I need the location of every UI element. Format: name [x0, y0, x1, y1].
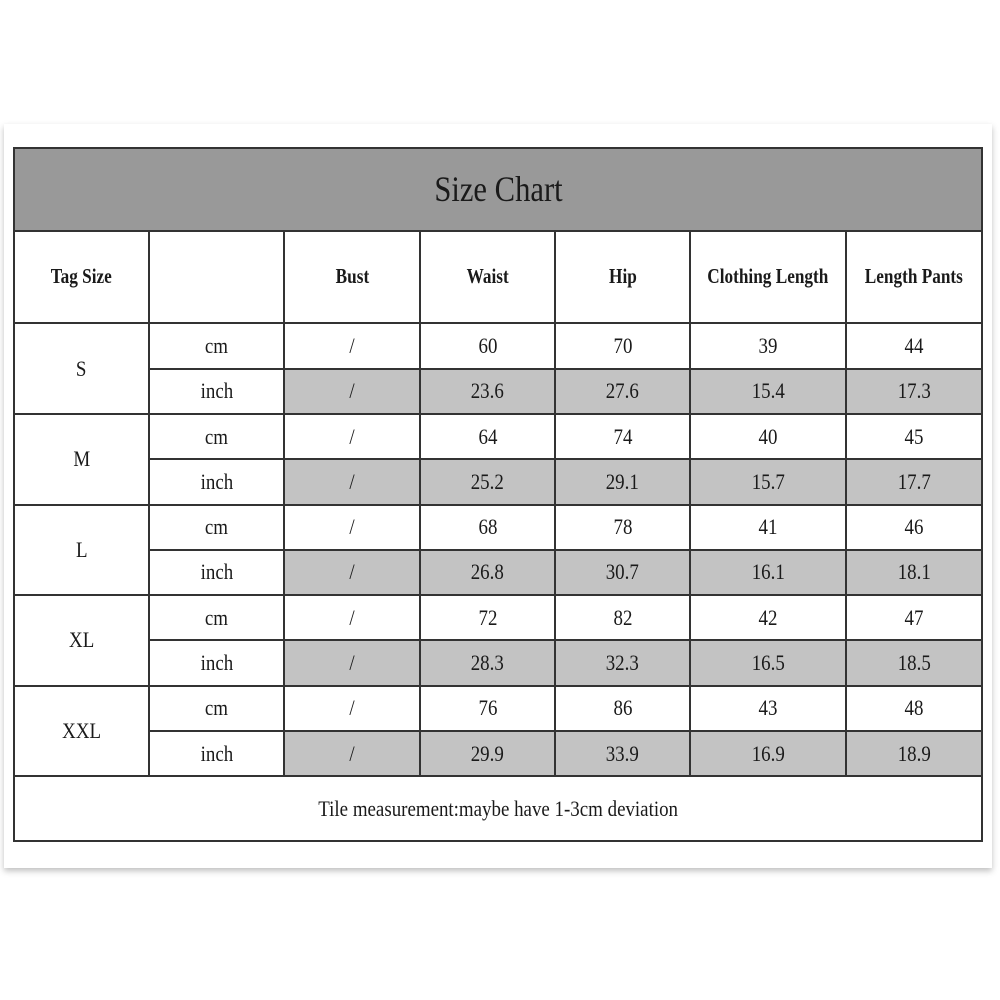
- measurement-cell: [555, 686, 690, 731]
- column-header-text: Bust: [335, 264, 369, 289]
- measurement-cell: [284, 459, 420, 504]
- measurement-cell: [420, 323, 555, 368]
- table-row-xl-cm: [14, 595, 982, 640]
- column-header: [690, 231, 846, 324]
- measurement-cell: [284, 369, 420, 414]
- measurement-cell: [690, 505, 846, 550]
- measurement-cell: [846, 459, 982, 504]
- measurement-cell: [846, 323, 982, 368]
- measurement-cell-text: 72: [478, 604, 497, 630]
- footer-note-text: Tile measurement:maybe have 1-3cm deviation: [318, 795, 678, 821]
- tag-size-cell-text: XL: [68, 627, 95, 653]
- measurement-cell-text: 29.9: [470, 740, 505, 766]
- measurement-cell: [420, 414, 555, 459]
- column-header-text: Tag Size: [50, 264, 113, 289]
- unit-cell-text: cm: [204, 514, 229, 540]
- measurement-cell-text: 74: [613, 423, 632, 449]
- title-row: [14, 148, 982, 231]
- measurement-cell-text: /: [349, 514, 355, 540]
- unit-cell-text: cm: [204, 332, 229, 358]
- unit-cell-text: inch: [200, 559, 233, 585]
- measurement-cell-text: 76: [478, 695, 497, 721]
- column-header: [149, 231, 284, 324]
- unit-cell: [149, 550, 284, 595]
- tag-size-cell-text: S: [76, 355, 87, 381]
- measurement-cell: [690, 459, 846, 504]
- table-row-m-inch: [14, 459, 982, 504]
- measurement-cell: [555, 369, 690, 414]
- column-header: [555, 231, 690, 324]
- unit-cell-text: inch: [200, 378, 233, 404]
- table-row-xxl-inch: [14, 731, 982, 776]
- measurement-cell-text: 47: [904, 604, 924, 630]
- column-header: [284, 231, 420, 324]
- measurement-cell-text: 15.4: [751, 378, 785, 404]
- measurement-cell-text: 60: [478, 332, 497, 358]
- measurement-cell: [555, 323, 690, 368]
- unit-cell: [149, 731, 284, 776]
- tag-size-cell-text: XXL: [62, 718, 101, 744]
- column-header: [14, 231, 149, 324]
- unit-cell-text: inch: [200, 650, 233, 676]
- measurement-cell-text: /: [349, 378, 355, 404]
- measurement-cell: [690, 731, 846, 776]
- measurement-cell-text: /: [349, 468, 355, 494]
- table-title-text: Size Chart: [433, 169, 563, 210]
- measurement-cell: [284, 505, 420, 550]
- measurement-cell: [420, 550, 555, 595]
- measurement-cell-text: 43: [758, 695, 778, 721]
- measurement-cell: [420, 686, 555, 731]
- measurement-cell: [420, 640, 555, 685]
- measurement-cell-text: 39: [758, 332, 778, 358]
- measurement-cell: [690, 369, 846, 414]
- measurement-cell-text: /: [349, 559, 355, 585]
- measurement-cell: [846, 414, 982, 459]
- table-row-l-cm: [14, 505, 982, 550]
- measurement-cell-text: 26.8: [470, 559, 505, 585]
- measurement-cell: [284, 414, 420, 459]
- tag-size-cell: [14, 414, 149, 505]
- column-header-text: Waist: [466, 264, 509, 289]
- measurement-cell: [420, 369, 555, 414]
- unit-cell-text: inch: [200, 740, 233, 766]
- unit-cell: [149, 640, 284, 685]
- measurement-cell: [555, 459, 690, 504]
- measurement-cell-text: 16.1: [751, 559, 785, 585]
- measurement-cell-text: 41: [758, 514, 778, 540]
- table-row-s-inch: [14, 369, 982, 414]
- measurement-cell-text: 86: [613, 695, 632, 721]
- measurement-cell-text: 15.7: [751, 468, 785, 494]
- table-row-m-cm: [14, 414, 982, 459]
- measurement-cell-text: 40: [758, 423, 778, 449]
- measurement-cell-text: 30.7: [605, 559, 640, 585]
- measurement-cell-text: 18.1: [897, 559, 931, 585]
- measurement-cell: [420, 731, 555, 776]
- table-row-l-inch: [14, 550, 982, 595]
- measurement-cell: [420, 459, 555, 504]
- measurement-cell-text: 82: [613, 604, 632, 630]
- measurement-cell-text: 46: [904, 514, 924, 540]
- table-row-xxl-cm: [14, 686, 982, 731]
- measurement-cell: [284, 731, 420, 776]
- measurement-cell: [420, 595, 555, 640]
- measurement-cell: [846, 550, 982, 595]
- table-title: [14, 148, 982, 231]
- measurement-cell: [284, 323, 420, 368]
- footer-note: [14, 776, 982, 841]
- measurement-cell-text: 18.5: [897, 650, 931, 676]
- measurement-cell: [846, 731, 982, 776]
- tag-size-cell: [14, 686, 149, 777]
- measurement-cell: [284, 686, 420, 731]
- unit-cell-text: cm: [204, 604, 229, 630]
- measurement-cell: [284, 550, 420, 595]
- measurement-cell-text: 17.7: [897, 468, 931, 494]
- measurement-cell-text: 32.3: [605, 650, 640, 676]
- footer-row: [14, 776, 982, 841]
- tag-size-cell: [14, 505, 149, 596]
- measurement-cell-text: /: [349, 332, 355, 358]
- measurement-cell: [846, 686, 982, 731]
- unit-cell: [149, 595, 284, 640]
- measurement-cell-text: 29.1: [605, 468, 640, 494]
- measurement-cell-text: 16.5: [751, 650, 785, 676]
- measurement-cell: [690, 595, 846, 640]
- measurement-cell-text: 45: [904, 423, 924, 449]
- measurement-cell-text: 70: [613, 332, 632, 358]
- header-row: [14, 231, 982, 324]
- unit-cell: [149, 459, 284, 504]
- measurement-cell-text: 44: [904, 332, 924, 358]
- measurement-cell: [846, 369, 982, 414]
- measurement-cell-text: 68: [478, 514, 497, 540]
- measurement-cell-text: /: [349, 740, 355, 766]
- measurement-cell-text: /: [349, 423, 355, 449]
- measurement-cell: [846, 595, 982, 640]
- measurement-cell-text: 42: [758, 604, 778, 630]
- tag-size-cell: [14, 323, 149, 414]
- measurement-cell-text: 64: [478, 423, 497, 449]
- unit-cell: [149, 686, 284, 731]
- measurement-cell: [420, 505, 555, 550]
- measurement-cell: [555, 414, 690, 459]
- measurement-cell-text: 17.3: [897, 378, 931, 404]
- measurement-cell: [284, 640, 420, 685]
- unit-cell: [149, 414, 284, 459]
- size-chart-table: [13, 147, 983, 842]
- column-header-text: Length Pants: [864, 264, 964, 289]
- measurement-cell: [555, 550, 690, 595]
- tag-size-cell-text: M: [73, 446, 90, 472]
- table-row-s-cm: [14, 323, 982, 368]
- measurement-cell-text: 23.6: [470, 378, 505, 404]
- measurement-cell-text: 27.6: [605, 378, 640, 404]
- unit-cell-text: cm: [204, 695, 229, 721]
- measurement-cell: [555, 731, 690, 776]
- tag-size-cell: [14, 595, 149, 686]
- measurement-cell: [690, 550, 846, 595]
- measurement-cell-text: /: [349, 695, 355, 721]
- column-header: [420, 231, 555, 324]
- measurement-cell: [555, 505, 690, 550]
- table-row-xl-inch: [14, 640, 982, 685]
- measurement-cell-text: 25.2: [470, 468, 505, 494]
- unit-cell: [149, 505, 284, 550]
- unit-cell: [149, 323, 284, 368]
- measurement-cell-text: /: [349, 604, 355, 630]
- measurement-cell: [555, 640, 690, 685]
- column-header-text: Clothing Length: [707, 264, 829, 289]
- measurement-cell-text: 16.9: [751, 740, 785, 766]
- measurement-cell: [690, 640, 846, 685]
- measurement-cell: [690, 323, 846, 368]
- column-header: [846, 231, 982, 324]
- unit-cell: [149, 369, 284, 414]
- measurement-cell-text: 28.3: [470, 650, 505, 676]
- measurement-cell-text: 78: [613, 514, 632, 540]
- measurement-cell-text: 48: [904, 695, 924, 721]
- column-header-text: Hip: [608, 264, 637, 289]
- measurement-cell-text: 33.9: [605, 740, 640, 766]
- measurement-cell-text: 18.9: [897, 740, 931, 766]
- measurement-cell: [690, 414, 846, 459]
- measurement-cell: [284, 595, 420, 640]
- tag-size-cell-text: L: [75, 536, 88, 562]
- measurement-cell: [846, 640, 982, 685]
- measurement-cell: [690, 686, 846, 731]
- unit-cell-text: inch: [200, 468, 233, 494]
- measurement-cell: [846, 505, 982, 550]
- unit-cell-text: cm: [204, 423, 229, 449]
- measurement-cell: [555, 595, 690, 640]
- measurement-cell-text: /: [349, 650, 355, 676]
